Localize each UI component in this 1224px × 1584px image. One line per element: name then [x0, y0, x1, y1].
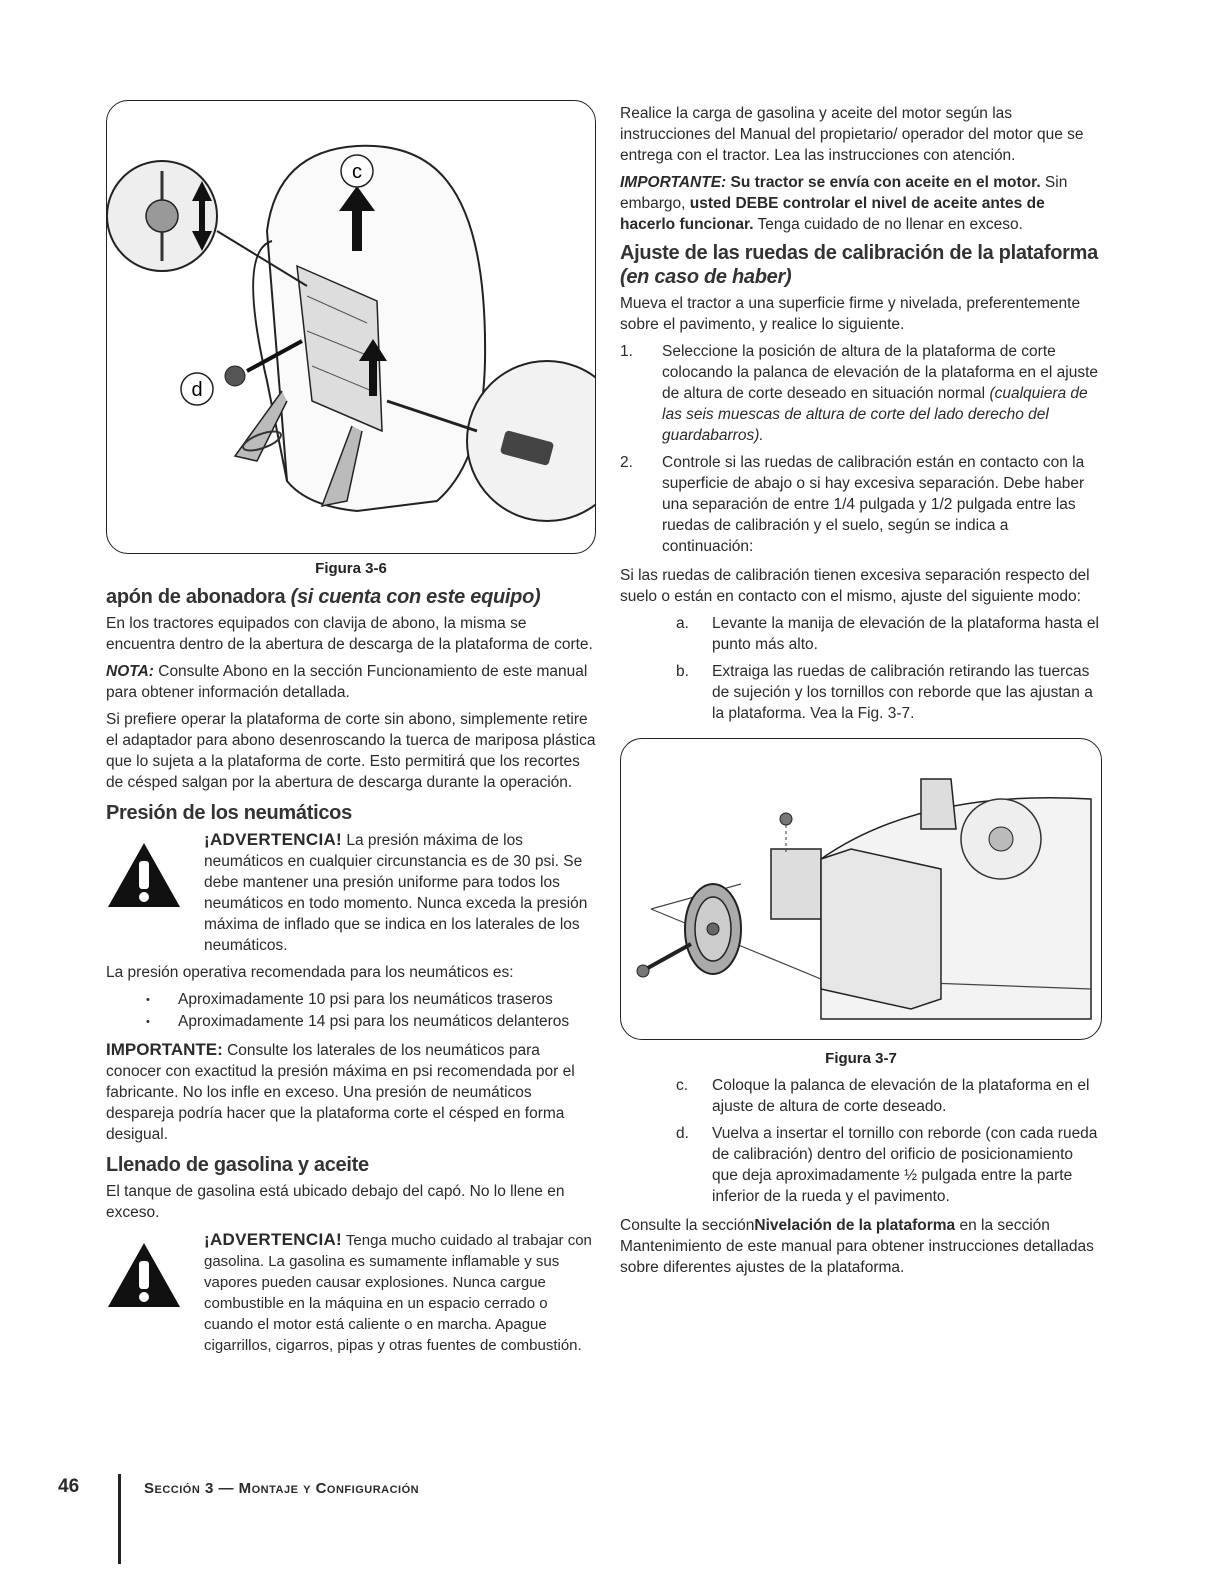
- heading-ajuste: Ajuste de las ruedas de calibración de la plataforma (en caso de haber): [620, 242, 1098, 288]
- label-d: d: [191, 379, 203, 401]
- warning-tire-pressure: ¡ADVERTENCIA! La presión máxima de los neumáticos en cualquier circunstancia es de 30 psi. Se debe mantener una presión uniforme para todos los neumáticos en todo momento. Nunca exceda la presión máxima de inflado que se indica en los laterales de los neumáticos.: [106, 829, 596, 956]
- warning-gasoline: ¡ADVERTENCIA! Tenga mucho cuidado al trabajar con gasolina. La gasolina es sumamente inflamable y sus vapores pueden causar explosiones. Nunca cargue combustible en la máquina en un espacio cerrado o cuando el motor está caliente o en marcha. Apague cigarrillos, cigarros, pipas y otras fuentes de combustión.: [106, 1229, 596, 1356]
- list-item: • Aproximadamente 10 psi para los neumáticos traseros: [106, 989, 596, 1011]
- heading-abonadora: apón de abonadora (si cuenta con este equipo): [106, 586, 541, 608]
- left-column: [106, 100, 596, 1362]
- figure-3-7: [620, 738, 1102, 1040]
- gauge-wheel-illustration: [621, 739, 1101, 1039]
- abonadora-paragraph-2: Si prefiere operar la plataforma de corte sin abono, simplemente retire el adaptador para abono desenroscando la tuerca de mariposa plástica que lo sujeta a la plataforma de corte. Esto permitirá que los recortes de césped salgan por la abertura de descarga durante la operación.: [106, 711, 596, 791]
- tire-pressure-list: [106, 989, 596, 1033]
- presion-paragraph: La presión operativa recomendada para los neumáticos es:: [106, 964, 514, 981]
- heading-llenado: Llenado de gasolina y aceite: [106, 1154, 369, 1176]
- list-item: d. Vuelva a insertar el tornillo con reborde (con cada rueda de calibración) dentro del orificio de posicionamiento que deja aproximadamente ½ pulgada entre la parte inferior de la rueda y el pavimento.: [676, 1125, 1098, 1205]
- carga-paragraph: Realice la carga de gasolina y aceite del motor según las instrucciones del Manual del propietario/ operador del motor que se entrega con el tractor. Lea las instrucciones con atención.: [620, 105, 1084, 164]
- list-item: 1. Seleccione la posición de altura de la plataforma de corte colocando la palanca de elevación de la plataforma en el ajuste de altura de corte deseado en situación normal (cualquiera de las seis muescas de altura de corte del lado derecho del guardabarros).: [620, 343, 1099, 444]
- sub-steps-ab: [620, 613, 1102, 724]
- right-column: [620, 103, 1102, 1284]
- label-c: c: [352, 161, 362, 183]
- page-number: 46: [58, 1476, 80, 1497]
- importante-oil: IMPORTANTE: Su tractor se envía con aceite en el motor. Sin embargo, usted DEBE controlar el nivel de aceite antes de hacerlo funcionar. Tenga cuidado de no llenar en exceso.: [620, 174, 1068, 233]
- nota-paragraph: NOTA: Consulte Abono en la sección Funcionamiento de este manual para obtener información detallada.: [106, 663, 588, 701]
- consulte-paragraph: Consulte la secciónNivelación de la plataforma en la sección Mantenimiento de este manual para obtener instrucciones detalladas sobre diferentes ajustes de la plataforma.: [620, 1217, 1094, 1276]
- sub-steps-cd: [620, 1075, 1102, 1207]
- figure-3-6: [106, 100, 596, 554]
- list-item: • Aproximadamente 14 psi para los neumáticos delanteros: [106, 1011, 596, 1033]
- llenado-paragraph: El tanque de gasolina está ubicado debajo del capó. No lo llene en exceso.: [106, 1183, 565, 1221]
- warning-icon: [106, 841, 182, 909]
- abonadora-paragraph-1: En los tractores equipados con clavija de abono, la misma se encuentra dentro de la abertura de descarga de la plataforma de corte.: [106, 615, 593, 653]
- list-item: c. Coloque la palanca de elevación de la plataforma en el ajuste de altura de corte deseado.: [676, 1077, 1090, 1115]
- importante-tires: IMPORTANTE: Consulte los laterales de los neumáticos para conocer con exactitud la presión máxima en psi recomendada por el fabricante. No los infle en exceso. Una presión de neumáticos despareja podría hacer que la plataforma corte el césped en forma desigual.: [106, 1040, 575, 1143]
- figure-caption-3-6: Figura 3-6: [315, 560, 387, 577]
- list-item: 2. Controle si las ruedas de calibración están en contacto con la superficie de abajo o si hay excesiva separación. Debe haber una separación de entre 1/4 pulgada y 1/2 pulgada entre las ruedas de calibración y el suelo, según se indica a continuación:: [620, 454, 1085, 555]
- warning-icon: [106, 1241, 182, 1309]
- separacion-paragraph: Si las ruedas de calibración tienen excesiva separación respecto del suelo o están en contacto con el mismo, ajuste del siguiente modo:: [620, 567, 1090, 605]
- footer-section-title: Sección 3 — Montaje y Configuración: [144, 1480, 420, 1497]
- figure-caption-3-7: Figura 3-7: [825, 1050, 897, 1067]
- steps-list: [620, 341, 1102, 557]
- list-item: b. Extraiga las ruedas de calibración retirando las tuercas de sujeción y los tornillos con reborde que las ajustan a la plataforma. Vea la Fig. 3-7.: [676, 663, 1093, 722]
- heading-presion: Presión de los neumáticos: [106, 802, 352, 824]
- ajuste-paragraph: Mueva el tractor a una superficie firme y nivelada, preferentemente sobre el pavimento, y realice lo siguiente.: [620, 295, 1081, 333]
- footer-divider: [118, 1474, 121, 1564]
- seat-illustration: [107, 101, 595, 553]
- list-item: a. Levante la manija de elevación de la plataforma hasta el punto más alto.: [676, 615, 1099, 653]
